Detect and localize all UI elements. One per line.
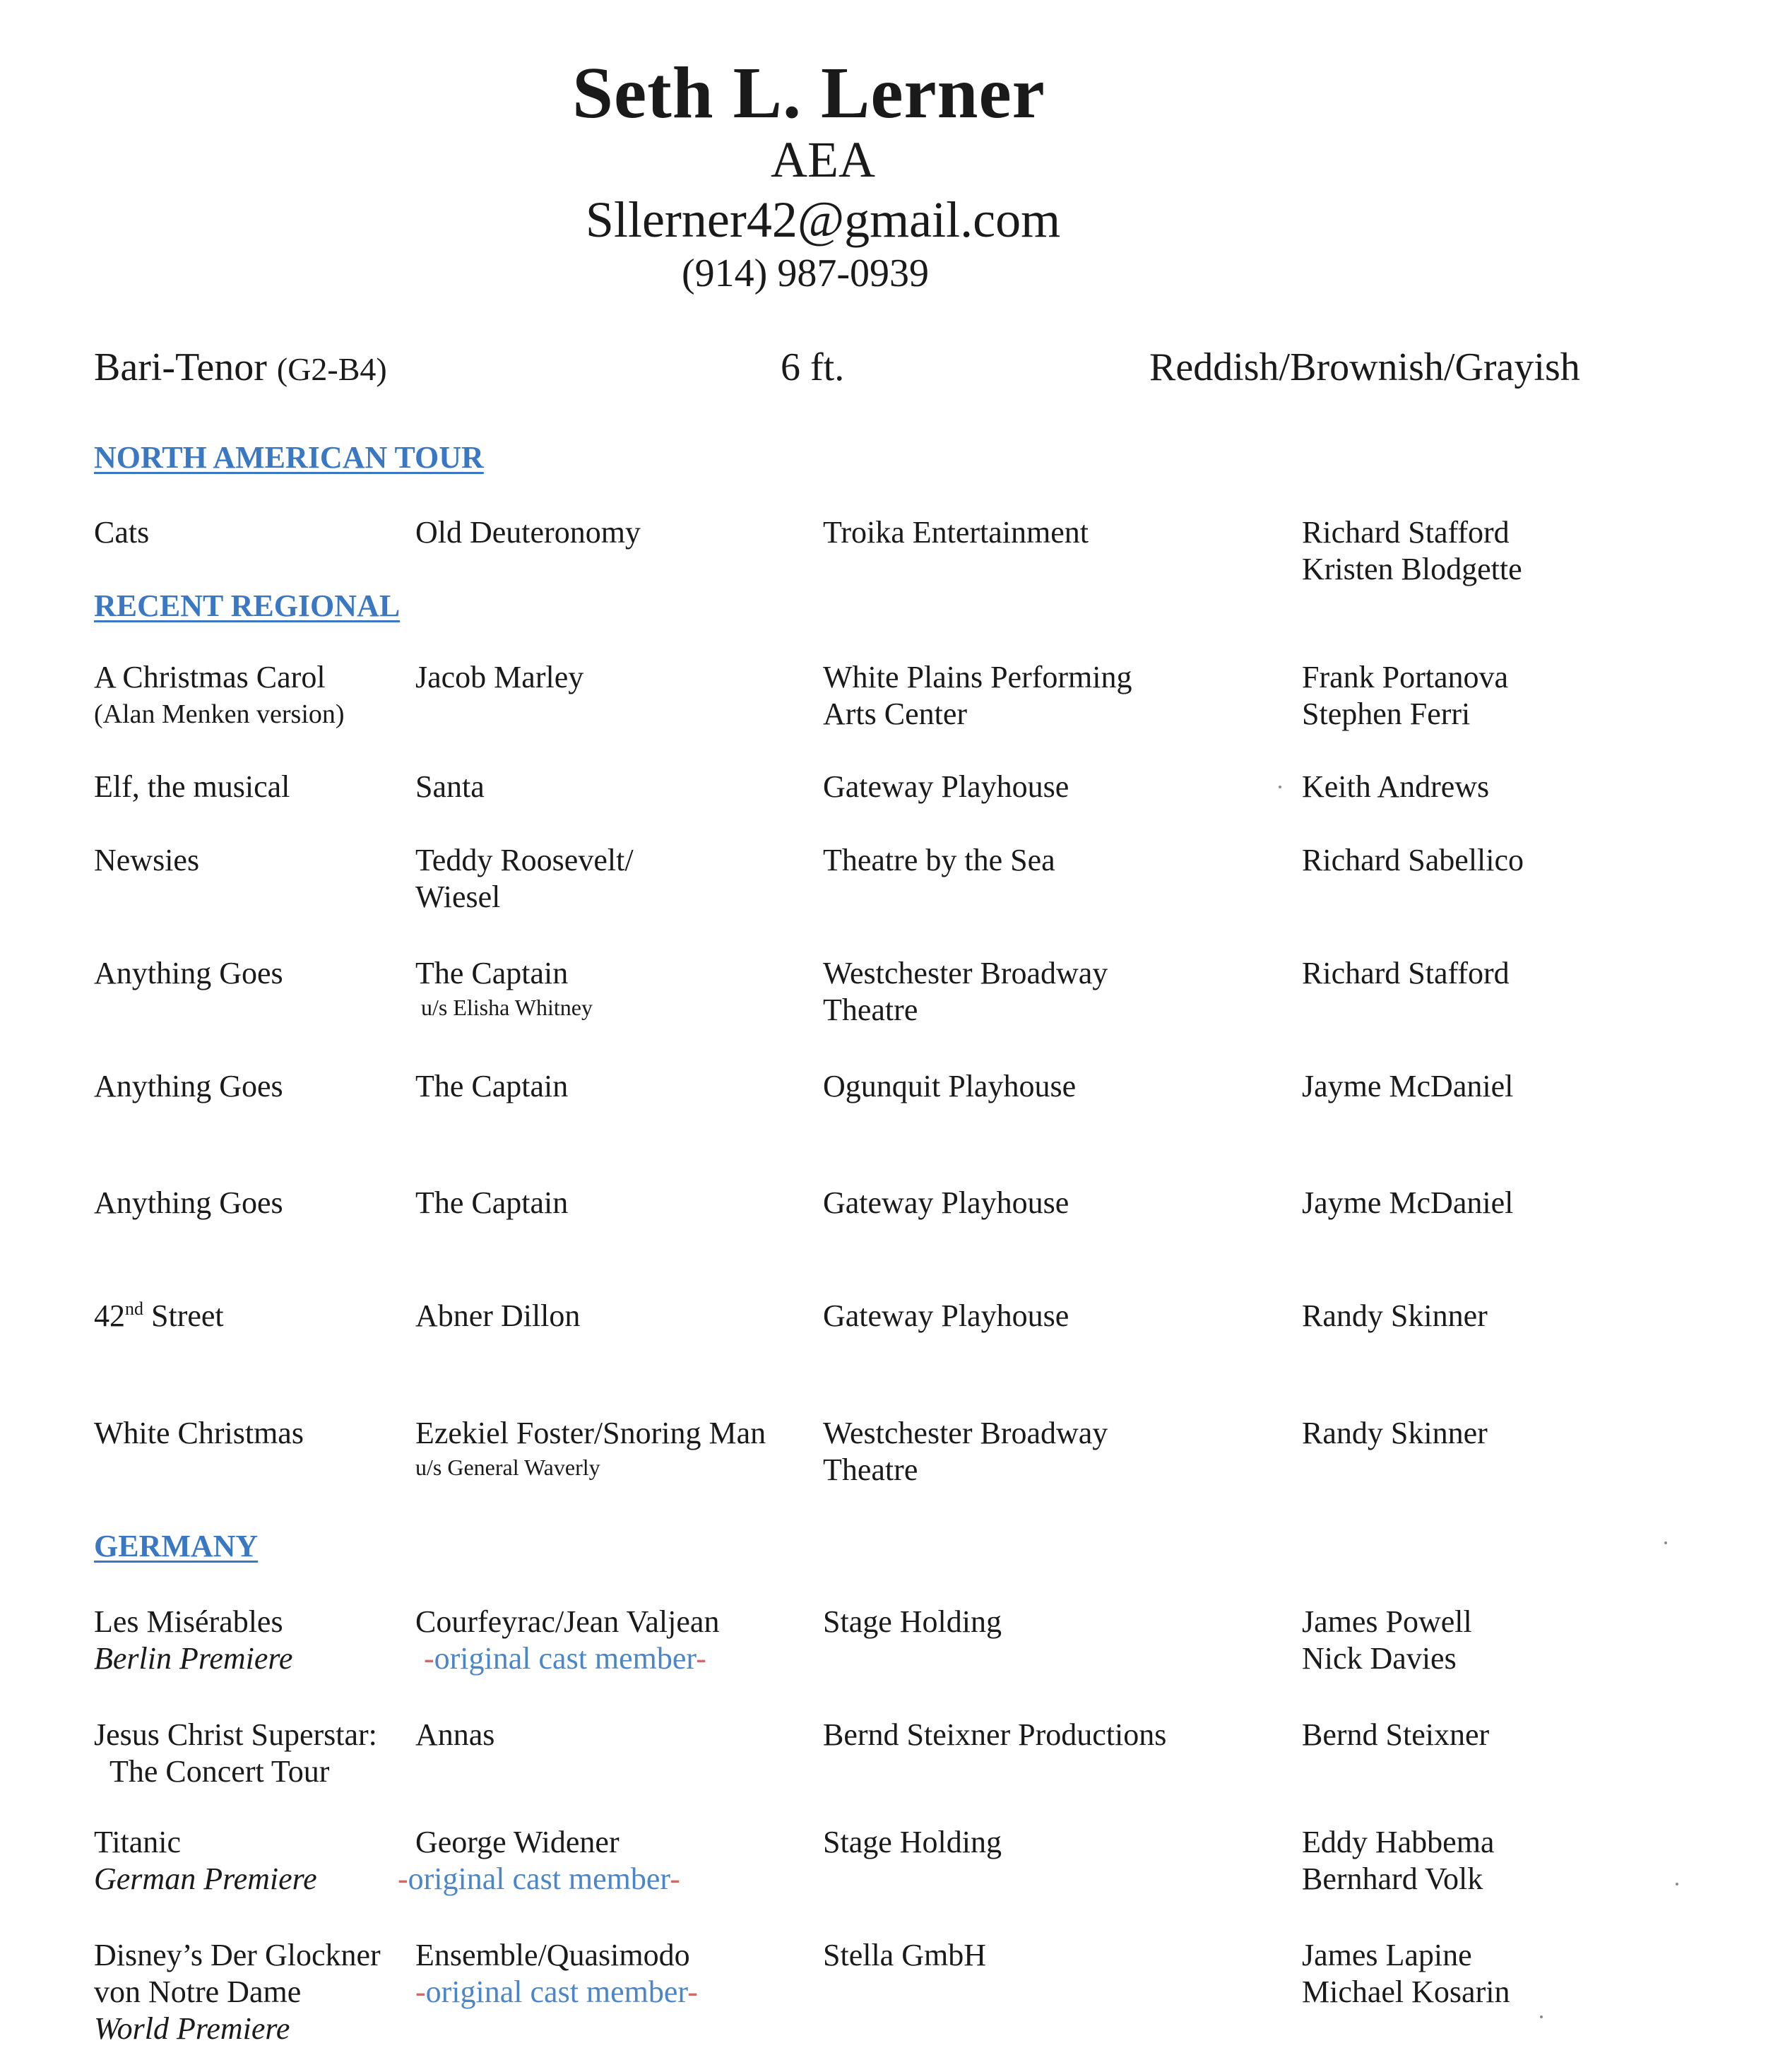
show-name-line: von Notre Dame (94, 1975, 302, 2009)
show-title: Elf, the musical (94, 769, 290, 804)
show-title (94, 1937, 381, 2047)
show-title (94, 1298, 224, 1334)
role: Santa (415, 769, 485, 804)
show-title: Anything Goes (94, 1185, 283, 1220)
show-title (94, 659, 345, 733)
show-name: A Christmas Carol (94, 660, 326, 694)
director (1302, 514, 1522, 588)
director-name: James Powell (1302, 1604, 1472, 1639)
show-name: Street (151, 1298, 224, 1333)
company: Ogunquit Playhouse (823, 1069, 1077, 1103)
original-cast-note (415, 1640, 719, 1677)
dash-mark: - (687, 1975, 698, 2009)
height: 6 ft. (781, 345, 845, 389)
company: Stella GmbH (823, 1938, 986, 1972)
company-line: Theatre (823, 1452, 918, 1487)
show-subtitle: World Premiere (94, 2011, 290, 2046)
show-subtitle: (Alan Menken version) (94, 699, 345, 729)
email-address: Sllerner42@gmail.com (585, 191, 1061, 248)
role-line: The Captain (415, 956, 569, 990)
director (1302, 1604, 1472, 1677)
company-line: Theatre (823, 993, 918, 1027)
show-title: Newsies (94, 843, 200, 877)
company: Bernd Steixner Productions (823, 1717, 1167, 1752)
role: Jacob Marley (415, 660, 584, 694)
director-name: Bernhard Volk (1302, 1861, 1483, 1896)
role (415, 842, 634, 916)
original-cast-note (398, 1861, 680, 1898)
director-name: Stephen Ferri (1302, 697, 1471, 731)
original-cast-text: original cast member (434, 1641, 697, 1676)
show-title: White Christmas (94, 1416, 304, 1450)
company (823, 1415, 1108, 1488)
director-name: James Lapine (1302, 1938, 1472, 1972)
show-name: Disney’s Der Glockner (94, 1938, 381, 1972)
company-line: Arts Center (823, 697, 968, 731)
actor-name: Seth L. Lerner (572, 52, 1045, 134)
understudy-note: u/s Elisha Whitney (421, 995, 593, 1020)
section-heading-regional: RECENT REGIONAL (94, 588, 401, 623)
dash-mark: - (424, 1641, 434, 1676)
role-line: Ensemble/Quasimodo (415, 1938, 690, 1972)
section-heading-tour: NORTH AMERICAN TOUR (94, 440, 484, 475)
scan-speck (1664, 1541, 1667, 1544)
director-name: Richard Stafford (1302, 515, 1510, 550)
role: Old Deuteronomy (415, 515, 641, 550)
director-name: Frank Portanova (1302, 660, 1509, 694)
role (415, 1415, 766, 1483)
hair-color: Reddish/Brownish/Grayish (1149, 345, 1580, 389)
role (415, 1604, 719, 1677)
show-subtitle: German Premiere (94, 1861, 317, 1896)
role-line: Ezekiel Foster/Snoring Man (415, 1416, 766, 1450)
company (823, 955, 1108, 1029)
director: Jayme McDaniel (1302, 1185, 1514, 1220)
director (1302, 659, 1508, 733)
show-title: Anything Goes (94, 1069, 283, 1103)
director-name: Kristen Blodgette (1302, 552, 1522, 586)
voice-range: (G2-B4) (276, 351, 387, 387)
company: Stage Holding (823, 1604, 1002, 1639)
phone-number: (914) 987-0939 (682, 251, 929, 295)
voice-type (94, 345, 387, 390)
company: Gateway Playhouse (823, 769, 1069, 804)
director: Keith Andrews (1302, 769, 1490, 804)
director: Bernd Steixner (1302, 1717, 1490, 1752)
role-line: Courfeyrac/Jean Valjean (415, 1604, 720, 1639)
role (415, 955, 593, 1023)
company: Gateway Playhouse (823, 1298, 1069, 1333)
role-line: Teddy Roosevelt/ (415, 843, 634, 877)
company: Troika Entertainment (823, 515, 1089, 550)
company-line: Westchester Broadway (823, 956, 1108, 990)
dash-mark: - (696, 1641, 706, 1676)
director: Richard Sabellico (1302, 843, 1524, 877)
show-title: Anything Goes (94, 956, 283, 990)
show-title: Cats (94, 515, 150, 550)
company (823, 659, 1132, 733)
director: Randy Skinner (1302, 1298, 1488, 1333)
role-line: George Widener (415, 1825, 620, 1859)
company-line: White Plains Performing (823, 660, 1132, 694)
director: Randy Skinner (1302, 1416, 1488, 1450)
role (415, 1937, 698, 2011)
show-title (94, 1717, 377, 1790)
show-name: Jesus Christ Superstar: (94, 1717, 377, 1752)
company-line: Westchester Broadway (823, 1416, 1108, 1450)
section-heading-germany: GERMANY (94, 1529, 259, 1563)
company: Gateway Playhouse (823, 1185, 1069, 1220)
director (1302, 1824, 1494, 1898)
show-name: Les Misérables (94, 1604, 283, 1639)
dash-mark: - (415, 1975, 426, 2009)
understudy-note: u/s General Waverly (415, 1455, 600, 1480)
company: Theatre by the Sea (823, 843, 1055, 877)
scan-speck (1279, 786, 1281, 788)
show-name: Titanic (94, 1825, 182, 1859)
scan-speck (1676, 1883, 1678, 1885)
ordinal-suffix: nd (125, 1298, 143, 1319)
role: Abner Dillon (415, 1298, 581, 1333)
role: The Captain (415, 1069, 569, 1103)
original-cast-text: original cast member (425, 1975, 688, 2009)
director: Jayme McDaniel (1302, 1069, 1514, 1103)
show-number: 42 (94, 1298, 125, 1333)
director-name: Eddy Habbema (1302, 1825, 1495, 1859)
scan-speck (1540, 2015, 1543, 2018)
show-subtitle: The Concert Tour (109, 1754, 330, 1789)
show-title (94, 1604, 292, 1677)
role: Annas (415, 1717, 495, 1752)
role-line: Wiesel (415, 880, 501, 914)
director-name: Nick Davies (1302, 1641, 1457, 1676)
original-cast-note (415, 1974, 698, 2011)
director: Richard Stafford (1302, 956, 1510, 990)
original-cast-text: original cast member (408, 1861, 670, 1896)
show-title (94, 1824, 317, 1898)
dash-mark: - (670, 1861, 680, 1896)
show-subtitle: Berlin Premiere (94, 1641, 293, 1676)
union-affiliation: AEA (771, 131, 875, 188)
company: Stage Holding (823, 1825, 1002, 1859)
director-name: Michael Kosarin (1302, 1975, 1510, 2009)
role (398, 1824, 680, 1898)
director (1302, 1937, 1510, 2011)
voice-type-label: Bari-Tenor (94, 345, 267, 389)
role: The Captain (415, 1185, 569, 1220)
dash-mark: - (398, 1861, 408, 1896)
